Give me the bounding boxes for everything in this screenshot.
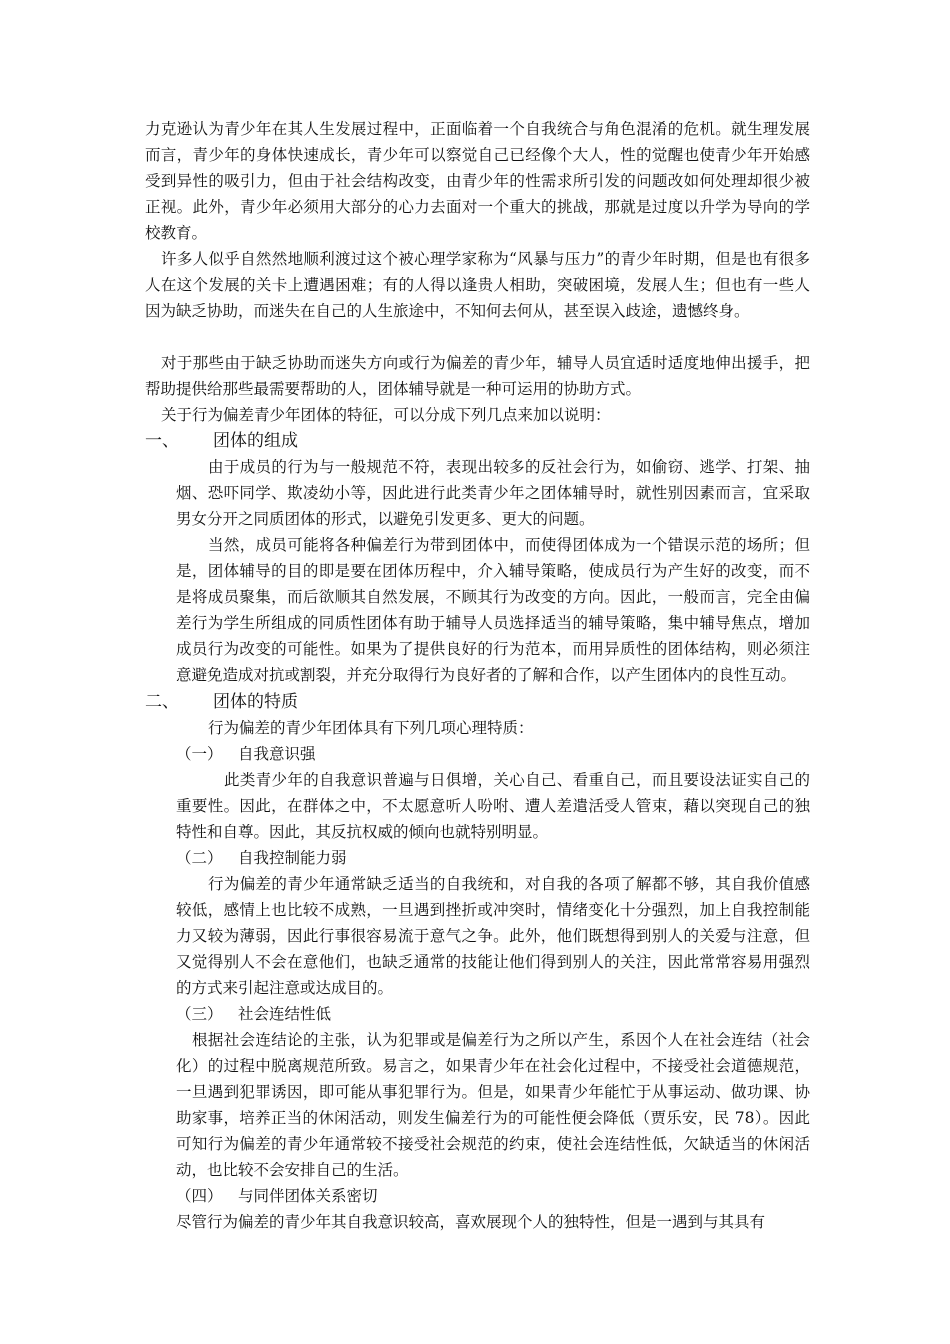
- intro-paragraph-2: 许多人似乎自然然地顺利渡过这个被心理学家称为“风暴与压力”的青少年时期，但是也有很多人在这个发展的关卡上遭遇困难；有的人得以逢贵人相助，突破困境，发展人生；但也有一些人因为缺乏协助，而迷失在自己的人生旅途中，不知何去何从，甚至误入歧途，遗憾终身。: [145, 250, 810, 320]
- section-1-paragraph-2: 当然，成员可能将各种偏差行为带到团体中，而使得团体成为一个错误示范的场所；但是，团体辅导的目的即是要在团体历程中，介入辅导策略，使成员行为产生好的改变，而不是将成员聚集，而后欲顺其自然发展，不顾其行为改变的方向。因此，一般而言，完全由偏差行为学生所组成的同质性团体有助于辅导人员选择适当的辅导策略，集中辅导焦点，增加成员行为改变的可能性。如果为了提供良好的行为范本，而用异质性的团体结构，则必须注意避免造成对抗或割裂，并充分取得行为良好者的了解和合作，以产生团体内的良性互动。: [176, 536, 810, 684]
- subsection-1-text: 此类青少年的自我意识普遍与日俱增，关心自己、看重自己，而且要设法证实自己的重要性。因此，在群体之中，不太愿意听人吩咐、遭人差遣活受人管束，藉以突现自己的独特性和自尊。因此，其反抗权威的倾向也就特别明显。: [176, 771, 810, 841]
- subsection-1-number: （一）: [176, 745, 223, 763]
- subsection-2-title: 自我控制能力弱: [238, 849, 347, 867]
- subsection-2-number: （二）: [176, 849, 223, 867]
- intro-paragraph-4: 关于行为偏差青少年团体的特征，可以分成下列几点来加以说明：: [161, 406, 611, 424]
- intro-paragraph-1: 力克逊认为青少年在其人生发展过程中，正面临着一个自我统合与角色混淆的危机。就生理发展而言，青少年的身体快速成长，青少年可以察觉自己已经像个大人，性的觉醒也使青少年开始感受到异性的吸引力，但由于社会结构改变，由青少年的性需求所引发的问题改如何处理却很少被正视。此外，青少年必须用大部分的心力去面对一个重大的挑战，那就是过度以升学为导向的学校教育。: [145, 120, 810, 242]
- subsection-3-text: 根据社会连结论的主张，认为犯罪或是偏差行为之所以产生，系因个人在社会连结（社会化）的过程中脱离规范所致。易言之，如果青少年在社会化过程中，不接受社会道德规范，一旦遇到犯罪诱因，即可能从事犯罪行为。但是，如果青少年能忙于从事运动、做功课、协助家事，培养正当的休闲活动，则发生偏差行为的可能性便会降低（贾乐安，民 78）。因此可知行为偏差的青少年通常较不接受社会规范的约束，使社会连结性低，欠缺适当的休闲活动，也比较不会安排自己的生活。: [176, 1031, 810, 1179]
- subsection-1-title: 自我意识强: [238, 745, 316, 763]
- section-1-title: 团体的组成: [213, 431, 298, 451]
- section-2-heading: [145, 689, 298, 715]
- section-2-title: 团体的特质: [213, 692, 298, 712]
- subsection-2-text: 行为偏差的青少年通常缺乏适当的自我统和，对自我的各项了解都不够，其自我价值感较低，感情上也比较不成熟，一旦遇到挫折或冲突时，情绪变化十分强烈，加上自我控制能力又较为薄弱，因此行事很容易流于意气之争。此外，他们既想得到别人的关爱与注意，但又觉得别人不会在意他们，也缺乏通常的技能让他们得到别人的关注，因此常常容易用强烈的方式来引起注意或达成目的。: [176, 875, 810, 997]
- section-1-paragraph-1: 由于成员的行为与一般规范不符，表现出较多的反社会行为，如偷窃、逃学、打架、抽烟、恐吓同学、欺凌幼小等，因此进行此类青少年之团体辅导时，就性别因素而言，宜采取男女分开之同质团体的形式，以避免引发更多、更大的问题。: [176, 458, 810, 528]
- subsection-4-heading: [176, 1183, 378, 1209]
- subsection-4-title: 与同伴团体关系密切: [238, 1187, 378, 1205]
- subsection-3-title: 社会连结性低: [238, 1005, 332, 1023]
- subsection-1-heading: [176, 741, 316, 767]
- subsection-2-heading: [176, 845, 347, 871]
- subsection-4-number: （四）: [176, 1187, 223, 1205]
- section-2-number: 二、: [145, 692, 179, 712]
- section-2-intro: 行为偏差的青少年团体具有下列几项心理特质：: [208, 719, 534, 737]
- subsection-4-text: 尽管行为偏差的青少年其自我意识较高，喜欢展现个人的独特性，但是一遇到与其具有: [176, 1213, 766, 1231]
- subsection-3-number: （三）: [176, 1005, 223, 1023]
- section-1-heading: [145, 428, 298, 454]
- subsection-3-heading: [176, 1001, 331, 1027]
- intro-paragraph-3: 对于那些由于缺乏协助而迷失方向或行为偏差的青少年，辅导人员宜适时适度地伸出援手，把帮助提供给那些最需要帮助的人，团体辅导就是一种可运用的协助方式。: [145, 354, 810, 398]
- section-1-number: 一、: [145, 431, 179, 451]
